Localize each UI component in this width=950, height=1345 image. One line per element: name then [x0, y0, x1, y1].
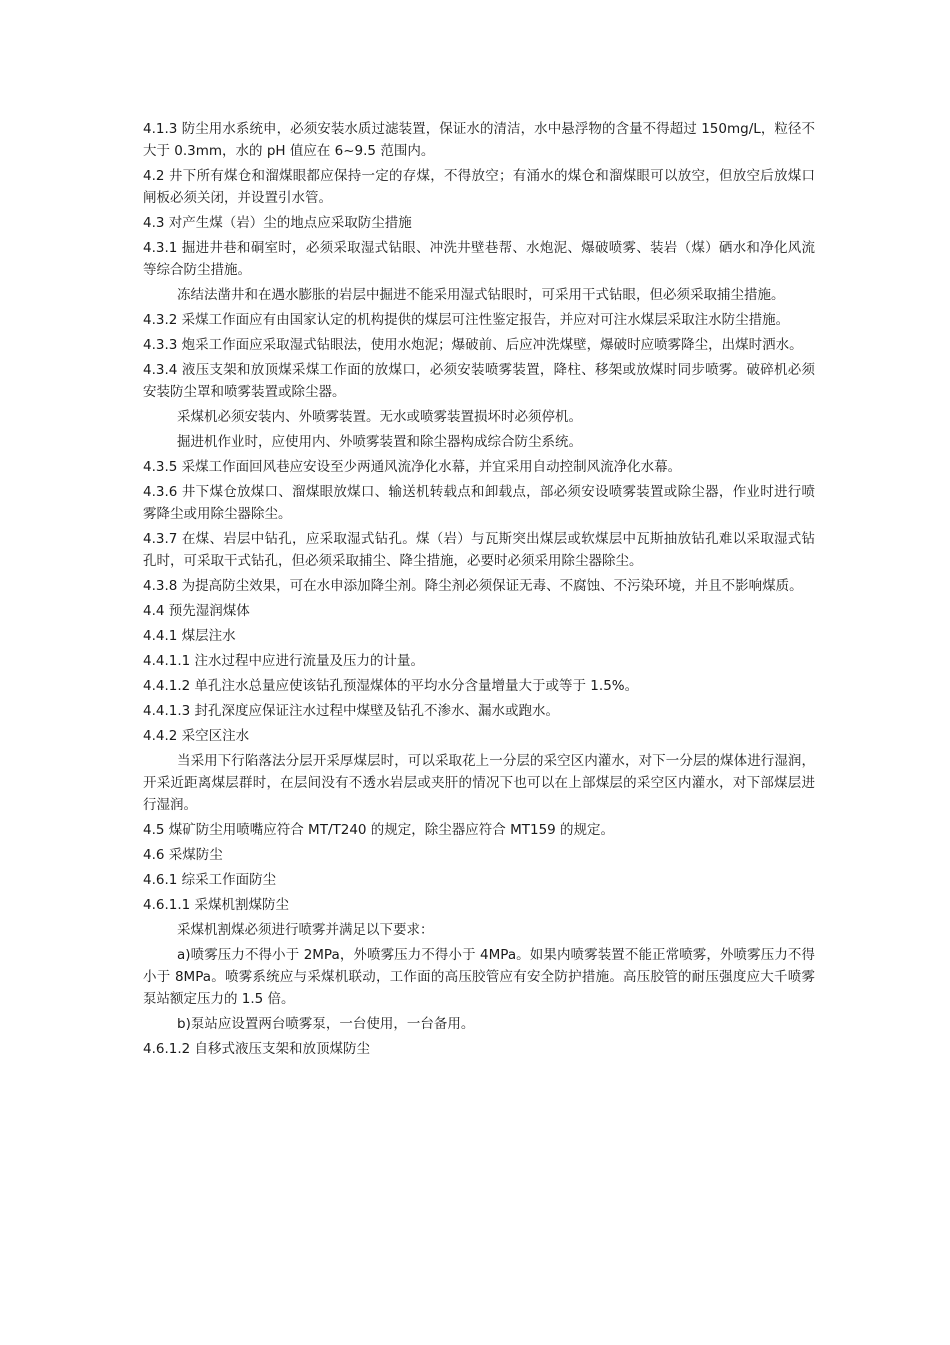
paragraph-4-6-1-1-intro: 采煤机割煤必须进行喷雾并满足以下要求： — [177, 922, 434, 938]
paragraph-4-3-1: 4.3.1 掘进井巷和硐室时，必须采取湿式钻眼、冲洗井壁巷帮、水炮泥、爆破喷雾、装岩（煤）硒水和净化风流等综合防尘措施。 — [143, 240, 815, 278]
paragraph-4-3-7: 4.3.7 在煤、岩层中钻孔，应采取湿式钻孔。煤（岩）与瓦斯突出煤层或软煤层中瓦斯抽放钻孔难以采取湿式钻孔时，可采取干式钻孔，但必须采取捕尘、降尘措施，必要时必须采用除尘器除尘。 — [143, 531, 815, 569]
paragraph-4-2: 4.2 井下所有煤仓和溜煤眼都应保持一定的存煤，不得放空；有涌水的煤仓和溜煤眼可以放空，但放空后放煤口闸板必须关闭，并设置引水管。 — [143, 168, 815, 206]
section-heading-4-3: 4.3 对产生煤（岩）尘的地点应采取防尘措施 — [143, 215, 412, 231]
paragraph-4-3-5: 4.3.5 采煤工作面回风巷应安设至少两通风流净化水幕，并宜采用自动控制风流净化水幕。 — [143, 459, 682, 475]
paragraph-4-3-6: 4.3.6 井下煤仓放煤口、溜煤眼放煤口、输送机转载点和卸载点，部必须安设喷雾装置或除尘器，作业时进行喷雾降尘或用除尘器除尘。 — [143, 484, 815, 522]
paragraph-4-3-8: 4.3.8 为提高防尘效果，可在水申添加降尘剂。降尘剂必须保证无毒、不腐蚀、不污染环境，并且不影响煤质。 — [143, 578, 803, 594]
paragraph-4-4-1-1: 4.4.1.1 注水过程中应进行流量及压力的计量。 — [143, 653, 425, 669]
paragraph-4-4-1-2: 4.4.1.2 单孔注水总量应使该钻孔预湿煤体的平均水分含量增量大于或等于 1.5%。 — [143, 678, 639, 694]
paragraph-4-3-1-continued: 冻结法凿井和在遇水膨胀的岩层中掘进不能采用湿式钻眼时，可采用干式钻眼，但必须采取捕尘措施。 — [177, 287, 785, 303]
section-heading-4-4-2: 4.4.2 采空区注水 — [143, 728, 250, 744]
section-heading-4-6: 4.6 采煤防尘 — [143, 847, 223, 863]
section-heading-4-4-1: 4.4.1 煤层注水 — [143, 628, 236, 644]
paragraph-4-3-3: 4.3.3 炮采工作面应采取湿式钻眼法，使用水炮泥；爆破前、后应冲洗煤壁，爆破时应喷雾降尘，出煤时洒水。 — [143, 337, 803, 353]
document-body — [143, 118, 815, 1063]
section-heading-4-6-1-2: 4.6.1.2 自移式液压支架和放顶煤防尘 — [143, 1041, 371, 1057]
paragraph-4-1-3: 4.1.3 防尘用水系统申，必须安装水质过滤装置，保证水的清洁，水中悬浮物的含量不得超过 150mg/L，粒径不大于 0.3mm，水的 pH 值应在 6~9.5 范围内。 — [143, 121, 815, 159]
section-heading-4-6-1-1: 4.6.1.1 采煤机割煤防尘 — [143, 897, 290, 913]
paragraph-4-6-1-1-a: a)喷雾压力不得小于 2MPa，外喷雾压力不得小于 4MPa。如果内喷雾装置不能正常喷雾，外喷雾压力不得小于 8MPa。喷雾系统应与采煤机联动，工作面的高压胶管应有安全防护措施。高压胶管的耐压强度应大千喷雾泵站额定压力的 1.5 倍。 — [143, 947, 815, 1007]
section-heading-4-6-1: 4.6.1 综采工作面防尘 — [143, 872, 277, 888]
paragraph-4-6-1-1-b: b)泵站应设置两台喷雾泵，一台使用，一台备用。 — [177, 1016, 475, 1032]
paragraph-4-3-4-roadheader: 掘进机作业时，应使用内、外喷雾装置和除尘器构成综合防尘系统。 — [177, 434, 582, 450]
paragraph-4-5: 4.5 煤矿防尘用喷嘴应符合 MT/T240 的规定，除尘器应符合 MT159 的规定。 — [143, 822, 615, 838]
paragraph-4-3-4: 4.3.4 液压支架和放顶煤采煤工作面的放煤口，必须安装喷雾装置，降柱、移架或放煤时同步喷雾。破碎机必须安装防尘罩和喷雾装置或除尘器。 — [143, 362, 815, 400]
paragraph-4-3-4-shearer: 采煤机必须安装内、外喷雾装置。无水或喷雾装置损坏时必须停机。 — [177, 409, 582, 425]
section-heading-4-4: 4.4 预先湿润煤体 — [143, 603, 250, 619]
paragraph-4-4-1-3: 4.4.1.3 封孔深度应保证注水过程中煤壁及钻孔不渗水、漏水或跑水。 — [143, 703, 560, 719]
paragraph-4-3-2: 4.3.2 采煤工作面应有由国家认定的机构提供的煤层可注性鉴定报告，并应对可注水煤层采取注水防尘措施。 — [143, 312, 790, 328]
paragraph-4-4-2: 当采用下行陷落法分层开采厚煤层时，可以采取花上一分层的采空区内灌水，对下一分层的煤体进行湿润，开采近距离煤层群时，在层间没有不透水岩层或夹肝的情况下也可以在上部煤层的采空区内灌水，对下部煤层进行湿润。 — [143, 753, 815, 813]
